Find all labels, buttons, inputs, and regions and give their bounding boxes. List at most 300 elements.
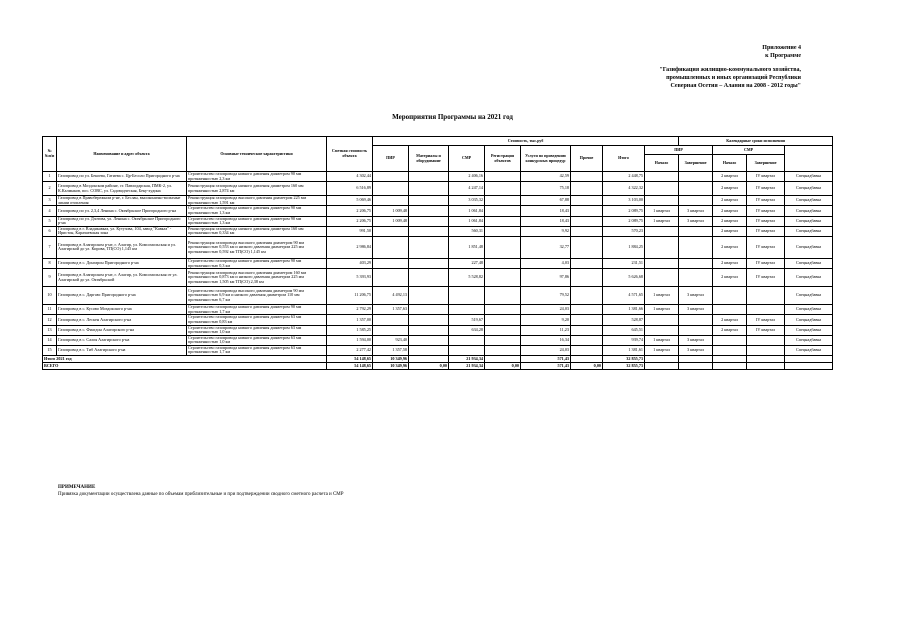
header-characteristics: Основные технические характеристики xyxy=(187,137,327,172)
cell-num: 7 xyxy=(43,236,57,258)
cell-smr: 4 247,14 xyxy=(449,182,485,196)
cell-cost: 1 594,00 xyxy=(327,335,373,345)
cell-registration xyxy=(485,315,521,325)
cell-smr: 2 406,16 xyxy=(449,172,485,182)
cell-smr-start: 2 квартал xyxy=(713,226,747,236)
cell-total: 1 381,66 xyxy=(603,305,645,315)
cell-materials xyxy=(409,216,449,226)
cell-other xyxy=(571,226,603,236)
cell-registration xyxy=(485,325,521,335)
total-all-empty-1 xyxy=(645,363,679,370)
cell-smr: 1 061,84 xyxy=(449,216,485,226)
table-row xyxy=(43,206,833,216)
cell-smr xyxy=(449,335,485,345)
cell-source: Спецнадбавка xyxy=(785,196,833,206)
cell-source: Спецнадбавка xyxy=(785,172,833,182)
cell-pir-start xyxy=(645,269,679,287)
cell-smr-start: 2 квартал xyxy=(713,196,747,206)
cell-total: 231,51 xyxy=(603,258,645,268)
cell-name: Газопровод по ул. Дзотова, ул. Ленина с. Октябрьское Пригородного р-на xyxy=(57,216,187,226)
total-all-empty-5 xyxy=(785,363,833,370)
cell-cost: 403,29 xyxy=(327,258,373,268)
cell-cost: 2 277,42 xyxy=(327,345,373,355)
cell-tender: 16,34 xyxy=(521,335,571,345)
cell-total: 2 089,75 xyxy=(603,206,645,216)
cell-cost: 2 206,75 xyxy=(327,206,373,216)
cell-tender: 67,88 xyxy=(521,196,571,206)
cell-registration xyxy=(485,216,521,226)
cell-smr-start xyxy=(713,335,747,345)
cell-num: 12 xyxy=(43,315,57,325)
cell-characteristics: Реконструкция газопровода высокого давления диаметром 160 мм протяженностью 0,873 км и низкого давления диаметром 225 мм протяженностью 1,505 км ТП(СО) 2,38 км xyxy=(187,269,327,287)
cell-tender: 24,03 xyxy=(521,305,571,315)
cell-smr-start: 2 квартал xyxy=(713,216,747,226)
cell-smr-end: IV квартал xyxy=(747,206,785,216)
header-registration: Регистрация объектов xyxy=(485,146,521,172)
cell-smr-end xyxy=(747,335,785,345)
header-materials: Материалы и оборудование xyxy=(409,146,449,172)
cell-source: Спецнадбавка xyxy=(785,182,833,196)
header-num: №№п/п xyxy=(43,137,57,172)
cell-pir-end xyxy=(679,325,713,335)
cell-num: 1 xyxy=(43,172,57,182)
cell-cost: 1 357,00 xyxy=(327,315,373,325)
cell-smr-end xyxy=(747,287,785,305)
total-year-other xyxy=(571,356,603,363)
cell-smr-start xyxy=(713,287,747,305)
header-pir-end: Завершение xyxy=(679,155,713,172)
cell-smr: 634,28 xyxy=(449,325,485,335)
cell-name: Газопровод в с. Лескен Алагирского р-на xyxy=(57,315,187,325)
cell-cost: 2 206,75 xyxy=(327,216,373,226)
cell-materials xyxy=(409,182,449,196)
total-all-tender: 571,43 xyxy=(521,363,571,370)
header-calendar: Календарные сроки исполнения xyxy=(679,137,833,146)
cell-cost: 11 206,75 xyxy=(327,287,373,305)
cell-name: Газопровод в с. Кусово Моздокского р-на xyxy=(57,305,187,315)
appendix-header xyxy=(541,44,801,90)
cell-pir-end xyxy=(679,182,713,196)
cell-characteristics: Строительство газопровода низкого давления диаметром 90 мм протяженностью 1,7 км xyxy=(187,305,327,315)
cell-tender: 18,43 xyxy=(521,216,571,226)
cell-registration xyxy=(485,236,521,258)
total-all-other: 0,00 xyxy=(571,363,603,370)
cell-total: 2 089,75 xyxy=(603,216,645,226)
total-year-empty-3 xyxy=(713,356,747,363)
cell-characteristics: Строительство газопровода низкого давления диаметром 90 мм протяженностью 0,3 км xyxy=(187,258,327,268)
cell-source: Спецнадбавка xyxy=(785,226,833,236)
cell-num: 9 xyxy=(43,269,57,287)
appendix-line-1: Приложение 4 xyxy=(762,45,801,51)
cell-characteristics: Реконструкция газопровода низкого давления диаметром 160 мм протяженностью 0,334 км xyxy=(187,226,327,236)
cell-name: Газопровод по ул. 2,3,4 Ленина с. Октябрьское Пригородного р-на xyxy=(57,206,187,216)
cell-total: 645,51 xyxy=(603,325,645,335)
total-all-total: 32 855,73 xyxy=(603,363,645,370)
cell-registration xyxy=(485,269,521,287)
table-row xyxy=(43,335,833,345)
cell-name: Газопровод в Правобережном р-не, г. Беслан, высоконизко-вольтные линии отопления xyxy=(57,196,187,206)
cell-pir-start: 1 квартал xyxy=(645,287,679,305)
total-year-empty-4 xyxy=(747,356,785,363)
cell-source: Спецнадбавка xyxy=(785,206,833,216)
header-cost: Сметная стоимость объекта xyxy=(327,137,373,172)
cell-characteristics: Строительство газопровода низкого давления диаметром 63 мм протяженностью 1,0 км xyxy=(187,335,327,345)
cell-other xyxy=(571,182,603,196)
cell-source: Спецнадбавка xyxy=(785,258,833,268)
cell-characteristics: Строительство газопровода низкого давления диаметром 63 мм протяженностью 0,83 км xyxy=(187,315,327,325)
cell-name: Газопровод в с. Тиб Алагирского р-на xyxy=(57,345,187,355)
cell-smr-start: 2 квартал xyxy=(713,325,747,335)
cell-registration xyxy=(485,335,521,345)
total-all-smr: 21 934,34 xyxy=(449,363,485,370)
cell-pir-start: 1 квартал xyxy=(645,335,679,345)
cell-other xyxy=(571,196,603,206)
cell-pir-end xyxy=(679,258,713,268)
header-pir: ПИР xyxy=(373,146,409,172)
cell-registration xyxy=(485,258,521,268)
cell-num: 6 xyxy=(43,226,57,236)
appendix-line-2: к Программе xyxy=(765,53,801,59)
cell-pir-start xyxy=(645,236,679,258)
table-row xyxy=(43,315,833,325)
cell-tender: 11,23 xyxy=(521,325,571,335)
cell-smr-start: 2 квартал xyxy=(713,315,747,325)
cell-pir-start xyxy=(645,196,679,206)
cell-materials xyxy=(409,325,449,335)
total-year-label: Итого 2021 год xyxy=(43,356,327,363)
cell-cost: 2 792,29 xyxy=(327,305,373,315)
cell-characteristics: Строительство газопровода низкого давления диаметром 90 мм протяженностью 2,3 км xyxy=(187,172,327,182)
cell-materials xyxy=(409,287,449,305)
cell-smr-start: 2 квартал xyxy=(713,258,747,268)
cell-smr-start: 2 квартал xyxy=(713,236,747,258)
cell-characteristics: Строительство газопровода низкого давления диаметром 63 мм протяженностью 1,0 км xyxy=(187,325,327,335)
cell-cost: 5 393,93 xyxy=(327,269,373,287)
cell-pir xyxy=(373,236,409,258)
cell-num: 2 xyxy=(43,182,57,196)
cell-smr-end: IV квартал xyxy=(747,226,785,236)
cell-smr-start xyxy=(713,345,747,355)
cell-num: 15 xyxy=(43,345,57,355)
cell-other xyxy=(571,258,603,268)
cell-registration xyxy=(485,345,521,355)
cell-smr-end: IV квартал xyxy=(747,258,785,268)
cell-pir xyxy=(373,226,409,236)
cell-tender: 79,52 xyxy=(521,287,571,305)
cell-smr-end xyxy=(747,345,785,355)
cell-materials xyxy=(409,236,449,258)
cell-name: Газопровод по ул. Бекоева, Гатиева с. Цр-Бесоло Пригородного р-на xyxy=(57,172,187,182)
total-all-empty-3 xyxy=(713,363,747,370)
cell-pir xyxy=(373,258,409,268)
cell-other xyxy=(571,325,603,335)
cell-pir: 1 009,48 xyxy=(373,216,409,226)
total-year-total: 32 855,73 xyxy=(603,356,645,363)
total-year-row xyxy=(43,356,833,363)
cell-name: Газопровод в Моздокском районе, ст. Павлодарская, ПМК-2, ул. К.Калмыков, пос. СОВС, ул. Садоводческая, Беку-худина xyxy=(57,182,187,196)
cell-smr-end: IV квартал xyxy=(747,196,785,206)
cell-pir xyxy=(373,325,409,335)
cell-name: Газопровод в Алагирском р-не, г. Алагир, ул. Комсомольская от ул. Алагирской до ул. Октябрьской xyxy=(57,269,187,287)
cell-source: Спецнадбавка xyxy=(785,236,833,258)
cell-materials xyxy=(409,196,449,206)
cell-name: Газопровод в с. Салоя Алагирского р-на xyxy=(57,335,187,345)
cell-source: Спецнадбавка xyxy=(785,216,833,226)
total-year-cost: 54 148,65 xyxy=(327,356,373,363)
header-smr-end: Завершение xyxy=(747,155,785,172)
cell-pir: 1 357,63 xyxy=(373,305,409,315)
cell-num: 10 xyxy=(43,287,57,305)
cell-smr xyxy=(449,345,485,355)
cell-name: Газопровод в г. Владикавказ, ул. Кутузова, 104, завод "Кавказ" - Иристон, Карачаевская зона xyxy=(57,226,187,236)
cell-pir-start xyxy=(645,182,679,196)
table-body xyxy=(43,172,833,356)
total-year-registration xyxy=(485,356,521,363)
table-row xyxy=(43,196,833,206)
cell-name: Газопровод в с. Фиагдон Алагирского р-на xyxy=(57,325,187,335)
cell-pir xyxy=(373,172,409,182)
cell-num: 11 xyxy=(43,305,57,315)
cell-other xyxy=(571,315,603,325)
cell-tender: 4,03 xyxy=(521,258,571,268)
total-year-smr: 21 934,34 xyxy=(449,356,485,363)
cell-smr-end: IV квартал xyxy=(747,216,785,226)
cell-smr-end: IV квартал xyxy=(747,236,785,258)
total-year-pir: 10 349,96 xyxy=(373,356,409,363)
total-year-materials xyxy=(409,356,449,363)
cell-other xyxy=(571,206,603,216)
cell-registration xyxy=(485,226,521,236)
cell-registration xyxy=(485,196,521,206)
cell-smr-start: 2 квартал xyxy=(713,269,747,287)
cell-source: Спецнадбавка xyxy=(785,287,833,305)
table-row xyxy=(43,226,833,236)
cell-smr-start: 2 квартал xyxy=(713,206,747,216)
cell-materials xyxy=(409,335,449,345)
total-all-label: ВСЕГО xyxy=(43,363,327,370)
cell-cost: 4 302,44 xyxy=(327,172,373,182)
cell-pir-end: 3 квартал xyxy=(679,216,713,226)
cell-smr: 3 035,32 xyxy=(449,196,485,206)
program-table xyxy=(42,136,833,370)
cell-other xyxy=(571,287,603,305)
cell-num: 8 xyxy=(43,258,57,268)
appendix-line-5: Северная Осетия – Алания на 2008 - 2012 годы" xyxy=(670,83,801,89)
table-row xyxy=(43,325,833,335)
note-block xyxy=(58,484,344,498)
cell-smr: 519,67 xyxy=(449,315,485,325)
cell-smr-end: IV квартал xyxy=(747,172,785,182)
cell-pir xyxy=(373,315,409,325)
cell-pir-end: 3 квартал xyxy=(679,206,713,216)
table-row xyxy=(43,345,833,355)
cell-registration xyxy=(485,305,521,315)
cell-num: 4 xyxy=(43,206,57,216)
cell-registration xyxy=(485,287,521,305)
total-year-empty-5 xyxy=(785,356,833,363)
cell-materials xyxy=(409,258,449,268)
cell-smr-start: 2 квартал xyxy=(713,182,747,196)
cell-source: Спецнадбавка xyxy=(785,345,833,355)
cell-total: 1 381,61 xyxy=(603,345,645,355)
cell-characteristics: Строительство газопровода низкого давления диаметром 90 мм протяженностью 1,3 км xyxy=(187,206,327,216)
cell-materials xyxy=(409,206,449,216)
cell-cost: 991,50 xyxy=(327,226,373,236)
appendix-line-4: промышленных и иных организаций Республики xyxy=(666,75,801,81)
cell-total: 1 884,25 xyxy=(603,236,645,258)
total-year-empty-2 xyxy=(679,356,713,363)
cell-source: Спецнадбавка xyxy=(785,325,833,335)
cell-smr xyxy=(449,287,485,305)
header-cal-smr: СМР xyxy=(713,146,785,155)
cell-materials xyxy=(409,269,449,287)
cell-cost: 6 516,89 xyxy=(327,182,373,196)
cell-pir-start xyxy=(645,325,679,335)
cell-smr-end: IV квартал xyxy=(747,269,785,287)
cell-materials xyxy=(409,315,449,325)
cell-tender: 18,43 xyxy=(521,206,571,216)
header-smr-start: Начало xyxy=(713,155,747,172)
table-row xyxy=(43,172,833,182)
cell-pir-start xyxy=(645,258,679,268)
cell-materials xyxy=(409,172,449,182)
cell-smr-end xyxy=(747,305,785,315)
total-all-empty-2 xyxy=(679,363,713,370)
cell-pir: 1 357,58 xyxy=(373,345,409,355)
total-year-tender: 571,43 xyxy=(521,356,571,363)
total-all-row xyxy=(43,363,833,370)
cell-pir-start: 1 квартал xyxy=(645,206,679,216)
header-other: Прочие xyxy=(571,146,603,172)
cell-cost: 1 585,25 xyxy=(327,325,373,335)
cell-smr: 560,31 xyxy=(449,226,485,236)
cell-other xyxy=(571,172,603,182)
cell-pir-end xyxy=(679,269,713,287)
cell-characteristics: Строительство газопровода низкого давления диаметром 63 мм протяженностью 1,7 км xyxy=(187,345,327,355)
cell-pir-start: 1 квартал xyxy=(645,305,679,315)
table-row xyxy=(43,182,833,196)
cell-num: 14 xyxy=(43,335,57,345)
cell-pir-end: 3 квартал xyxy=(679,305,713,315)
cell-cost: 5 069,46 xyxy=(327,196,373,206)
cell-smr: 227,48 xyxy=(449,258,485,268)
cell-pir-end xyxy=(679,315,713,325)
cell-tender: 75,18 xyxy=(521,182,571,196)
cell-name: Газопровод в с. Донгарон Пригородного р-на xyxy=(57,258,187,268)
cell-total: 528,87 xyxy=(603,315,645,325)
cell-pir-start xyxy=(645,172,679,182)
total-year-empty-1 xyxy=(645,356,679,363)
cell-pir-end: 3 квартал xyxy=(679,335,713,345)
total-all-registration: 0,00 xyxy=(485,363,521,370)
cell-pir-end xyxy=(679,196,713,206)
cell-materials xyxy=(409,226,449,236)
cell-pir-end xyxy=(679,172,713,182)
table-row xyxy=(43,258,833,268)
cell-other xyxy=(571,305,603,315)
cell-tender: 9,92 xyxy=(521,226,571,236)
header-pir-start: Начало xyxy=(645,155,679,172)
table-row xyxy=(43,287,833,305)
cell-other xyxy=(571,269,603,287)
cell-name: Газопровод в Алагирском р-не, г. Алагир, ул. Комсомольская и ул. Алагирской до ул. Кирова, ТП(СО) 1,145 км xyxy=(57,236,187,258)
total-all-materials: 0,00 xyxy=(409,363,449,370)
table-row xyxy=(43,269,833,287)
header-cost-group: Стоимость, тыс.руб xyxy=(373,137,679,146)
cell-smr-start: 2 квартал xyxy=(713,172,747,182)
document-title: Мероприятия Программы на 2021 год xyxy=(392,113,513,121)
cell-registration xyxy=(485,172,521,182)
cell-pir xyxy=(373,269,409,287)
cell-characteristics: Реконструкция газопровода высокого давления диаметром 90 мм протяженностью 0,553 км и низкого давления диаметром 225 мм протяженностью 0,592 км ТП(СО) 1,145 км xyxy=(187,236,327,258)
cell-other xyxy=(571,335,603,345)
cell-smr-end: IV квартал xyxy=(747,315,785,325)
cell-pir-end xyxy=(679,226,713,236)
header-cal-pir: ПИР xyxy=(645,146,713,155)
cell-smr-end: IV квартал xyxy=(747,182,785,196)
header-name: Наименование и адрес объекта xyxy=(57,137,187,172)
cell-num: 5 xyxy=(43,216,57,226)
cell-pir xyxy=(373,196,409,206)
cell-smr xyxy=(449,305,485,315)
header-total: Итого xyxy=(603,146,645,172)
cell-pir: 4 492,13 xyxy=(373,287,409,305)
cell-pir xyxy=(373,182,409,196)
cell-pir: 923,40 xyxy=(373,335,409,345)
cell-pir-end: 3 квартал xyxy=(679,287,713,305)
cell-pir: 1 009,48 xyxy=(373,206,409,216)
cell-source: Спецнадбавка xyxy=(785,305,833,315)
cell-materials xyxy=(409,305,449,315)
cell-pir-end xyxy=(679,236,713,258)
cell-characteristics: Реконструкция газопровода низкого давления диаметром 160 мм протяженностью 2,874 км xyxy=(187,182,327,196)
header-smr: СМР xyxy=(449,146,485,172)
cell-other xyxy=(571,345,603,355)
cell-source: Спецнадбавка xyxy=(785,335,833,345)
total-all-empty-4 xyxy=(747,363,785,370)
cell-other xyxy=(571,236,603,258)
cell-registration xyxy=(485,182,521,196)
cell-total: 2 448,75 xyxy=(603,172,645,182)
cell-total: 5 626,68 xyxy=(603,269,645,287)
cell-cost: 2 986,84 xyxy=(327,236,373,258)
header-tender: Услуги по проведению конкурсных процедур xyxy=(521,146,571,172)
cell-tender: 42,59 xyxy=(521,172,571,182)
cell-total: 3 103,00 xyxy=(603,196,645,206)
cell-smr-end: IV квартал xyxy=(747,325,785,335)
cell-smr-start xyxy=(713,305,747,315)
cell-smr: 5 528,82 xyxy=(449,269,485,287)
cell-other xyxy=(571,216,603,226)
cell-source: Спецнадбавка xyxy=(785,269,833,287)
table-row xyxy=(43,236,833,258)
cell-tender: 97,86 xyxy=(521,269,571,287)
cell-materials xyxy=(409,345,449,355)
cell-num: 3 xyxy=(43,196,57,206)
cell-pir-start xyxy=(645,315,679,325)
cell-pir-start: 1 квартал xyxy=(645,216,679,226)
cell-num: 13 xyxy=(43,325,57,335)
cell-characteristics: Строительство газопровода низкого давления диаметром 90 мм протяженностью 1,3 км xyxy=(187,216,327,226)
total-all-pir: 10 349,96 xyxy=(373,363,409,370)
cell-pir-start xyxy=(645,226,679,236)
cell-total: 570,23 xyxy=(603,226,645,236)
table-row xyxy=(43,216,833,226)
total-all-cost: 54 148,65 xyxy=(327,363,373,370)
cell-total: 4 322,32 xyxy=(603,182,645,196)
cell-pir-start: 1 квартал xyxy=(645,345,679,355)
note-heading: ПРИМЕЧАНИЕ xyxy=(58,485,96,490)
